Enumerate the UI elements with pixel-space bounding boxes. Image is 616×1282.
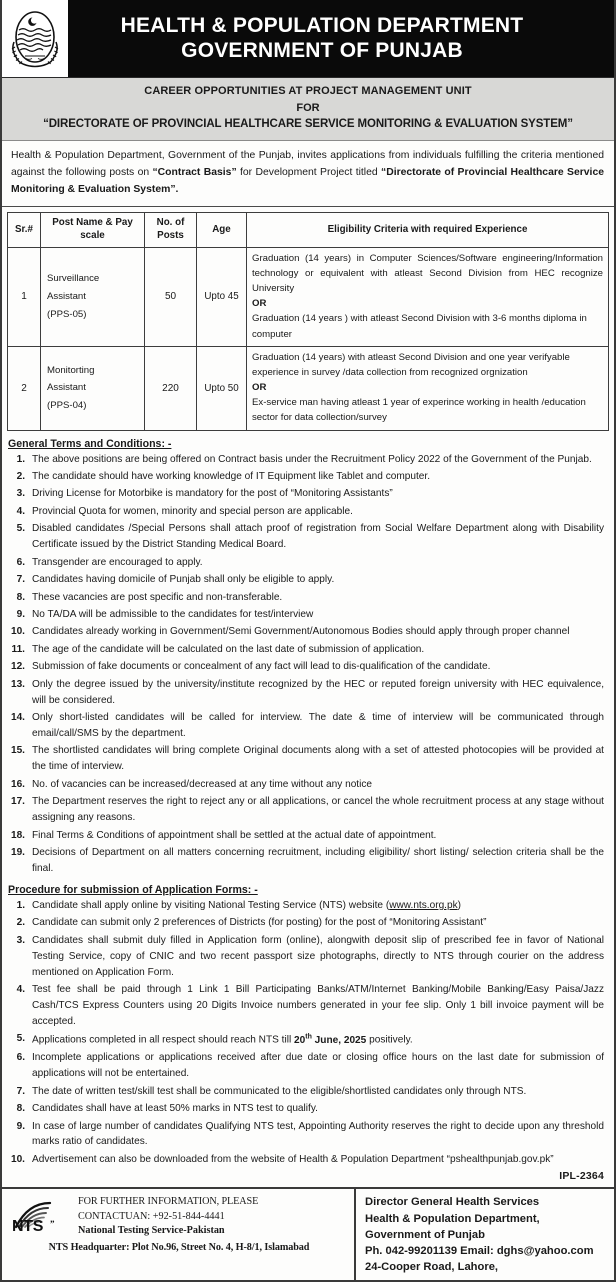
procedure-step-number: 4. xyxy=(16,984,25,996)
procedure-list xyxy=(2,898,606,1168)
list-item xyxy=(2,1050,606,1082)
list-item xyxy=(2,743,606,775)
nts-contact-line-1: FOR FURTHER INFORMATION, PLEASE xyxy=(78,1196,259,1208)
general-term-number: 12. xyxy=(10,661,25,673)
general-terms-heading: General Terms and Conditions: - xyxy=(8,437,172,450)
general-term-text: No TA/DA will be admissible to the candidates for test/interview xyxy=(32,608,314,620)
procedure-step-number: 1. xyxy=(16,899,25,911)
subtitle-block xyxy=(2,78,614,141)
row-1-elig-a: Graduation (14 years) in Computer Sciences/Software engineering/Information technology or equivalent with atleast Second Division from HEC recognize University xyxy=(252,252,603,295)
row-1-eligibility xyxy=(247,247,609,346)
list-item xyxy=(2,1031,606,1048)
general-term-number: 15. xyxy=(10,745,25,757)
list-item xyxy=(2,469,606,485)
general-term-number: 10. xyxy=(10,626,25,638)
row-2-age: Upto 50 xyxy=(197,346,247,430)
general-term-number: 13. xyxy=(10,678,25,690)
row-2-post xyxy=(41,346,145,430)
punjab-government-emblem xyxy=(2,0,70,77)
department-title: HEALTH & POPULATION DEPARTMENT xyxy=(120,13,524,37)
list-item xyxy=(2,828,606,844)
header-sr: Sr.# xyxy=(8,213,41,247)
procedure-step-number: 2. xyxy=(16,917,25,929)
general-term-text: The candidate should have working knowledge of IT Equipment like Tablet and computer. xyxy=(32,470,431,482)
nts-website-link[interactable]: www.nts.org.pk xyxy=(389,899,458,911)
procedure-step-text: Incomplete applications or applications received after due date or closing office hours on the last date for submission of applications will not be entertained. xyxy=(32,1052,604,1080)
list-item xyxy=(2,504,606,520)
general-term-number: 17. xyxy=(10,796,25,808)
nts-wordmark: NTS xyxy=(12,1218,44,1236)
deadline-date: 20th June, 2025 xyxy=(294,1033,367,1046)
deadline-ordinal-suffix: th xyxy=(305,1033,312,1041)
list-item xyxy=(2,590,606,606)
nts-headquarter-address: NTS Headquarter: Plot No.96, Street No. 4, H-8/1, Islamabad xyxy=(48,1241,310,1253)
general-term-number: 11. xyxy=(11,643,25,655)
list-item xyxy=(2,1119,606,1151)
list-item xyxy=(2,898,606,914)
procedure-step-text: Candidate can submit only 2 preferences of Districts (for posting) for the post of “Monitoring Assistant” xyxy=(32,917,487,929)
intro-bold-contract-basis: “Contract Basis” xyxy=(152,166,237,178)
general-term-number: 3. xyxy=(16,488,25,500)
list-item xyxy=(2,607,606,623)
list-item xyxy=(2,572,606,588)
general-term-text: The age of the candidate will be calculated on the last date of submission of application. xyxy=(32,643,425,655)
general-term-number: 14. xyxy=(10,712,25,724)
general-term-text: Candidates having domicile of Punjab shall only be eligible to apply. xyxy=(32,574,335,586)
row-1-age: Upto 45 xyxy=(197,247,247,346)
footer-nts-block xyxy=(2,1189,356,1279)
general-term-text: Candidates already working in Government/Semi Government/Autonomous Bodies should apply through proper channel xyxy=(32,626,570,638)
general-term-text: The above positions are being offered on Contract basis under the Recruitment Policy 2022 of the Government of the Punjab. xyxy=(32,453,592,465)
general-term-number: 19. xyxy=(10,847,25,859)
row-1-post-line-3: (PPS-05) xyxy=(47,308,87,320)
subtitle-line-1: CAREER OPPORTUNITIES AT PROJECT MANAGEMENT UNIT xyxy=(144,85,472,97)
general-term-text: Driving License for Motorbike is mandatory for the post of “Monitoring Assistants” xyxy=(32,488,393,500)
list-item xyxy=(2,642,606,658)
banner-title-group xyxy=(70,0,614,77)
list-item xyxy=(2,659,606,675)
procedure-step-text: Advertisement can also be downloaded from the website of Health & Population Department “pshealthpunjab.gov.pk” xyxy=(32,1153,554,1165)
intro-text-2: for Development Project titled xyxy=(236,166,381,178)
list-item xyxy=(2,777,606,793)
footer-authority-block xyxy=(356,1189,614,1279)
general-term-text: Disabled candidates /Special Persons shall attach proof of registration from Social Welfare Department along with Disability Certificate issued by the District Standing Medical Board. xyxy=(32,523,604,551)
header-age: Age xyxy=(197,213,247,247)
procedure-step-text: In case of large number of candidates Qualifying NTS test, Appointing Authority reserves the right to decide upon any threshold marks ratio of candidates. xyxy=(32,1120,604,1148)
general-term-text: The shortlisted candidates will bring complete Original documents along with a set of attested photocopies will be provided at the time of interview. xyxy=(32,745,604,773)
list-item xyxy=(2,933,606,981)
list-item xyxy=(2,982,606,1030)
procedure-step-text: Applications completed in all respect should reach NTS till 20th June, 2025 positively. xyxy=(32,1033,413,1046)
general-term-number: 1. xyxy=(16,453,25,465)
reference-code: IPL-2364 xyxy=(559,1170,604,1183)
list-item xyxy=(2,452,606,468)
intro-bold-project-title: “Directorate of Provincial Healthcare Service Monitoring & Evaluation System”. xyxy=(11,166,604,195)
procedure-step-number: 10. xyxy=(10,1153,25,1165)
row-2-posts: 220 xyxy=(145,346,197,430)
row-1-elig-or: OR xyxy=(252,298,267,310)
general-term-number: 9. xyxy=(16,608,25,620)
general-term-number: 16. xyxy=(10,778,25,790)
list-item xyxy=(2,555,606,571)
subtitle-line-2: FOR xyxy=(296,101,320,114)
authority-line-1: Director General Health Services xyxy=(365,1196,540,1209)
procedure-step-text: Candidates shall have at least 50% marks in NTS test to qualify. xyxy=(32,1103,318,1115)
row-2-elig-or: OR xyxy=(252,382,267,394)
procedure-step-number: 8. xyxy=(16,1103,25,1115)
procedure-step-text: Candidates shall submit duly filled in Application form (online), alongwith deposit slip of prescribed fee in favor of National Testing Service, copy of CNIC and two recent passport size photographs, directly to NTS through courier on the address mentioned on Application Form. xyxy=(32,934,604,978)
jobs-table-wrapper xyxy=(2,207,614,430)
general-term-text: Only the degree issued by the university/institute recognized by the HEC or reputed foreign university with HEC equivalence, will be considered. xyxy=(32,678,604,706)
row-1-elig-b: Graduation (14 years ) with atleast Second Division with 3-6 months diploma in computer xyxy=(252,313,587,340)
list-item xyxy=(2,677,606,709)
general-term-text: Provincial Quota for women, minority and special person are applicable. xyxy=(32,505,353,517)
general-term-number: 4. xyxy=(16,505,25,517)
header-eligibility: Eligibility Criteria with required Experience xyxy=(247,213,609,247)
procedure-step-text: The date of written test/skill test shall be communicated to the eligible/shortlisted candidates only through NTS. xyxy=(32,1085,527,1097)
row-2-post-line-2: Assistant xyxy=(47,382,86,394)
list-item xyxy=(2,521,606,553)
list-item xyxy=(2,1101,606,1117)
table-row xyxy=(8,247,609,346)
list-item xyxy=(2,794,606,826)
row-2-post-line-3: (PPS-04) xyxy=(47,400,87,411)
row-1-post-line-2: Assistant xyxy=(47,290,86,302)
row-2-elig-b: Ex-service man having atleast 1 year of experince working in health /education sector for data collection/survey xyxy=(252,397,586,424)
header-no-of-posts: No. of Posts xyxy=(145,213,197,247)
general-term-text: Submission of fake documents or concealment of any fact will lead to dis-qualification of the candidate. xyxy=(32,661,491,673)
procedure-step-number: 5. xyxy=(16,1033,25,1045)
general-term-text: These vacancies are post specific and non-transferable. xyxy=(32,591,283,603)
general-term-number: 5. xyxy=(16,523,25,535)
row-1-sr: 1 xyxy=(8,247,41,346)
intro-text-1: Health & Population Department, Government of the Punjab, invites applications from individuals fulfilling the criteria mentioned against the following posts on xyxy=(11,149,604,178)
list-item xyxy=(2,486,606,502)
procedure-step-text: Test fee shall be paid through 1 Link 1 Bill Participating Banks/ATM/Internet Banking/Mobile Banking/Easy Paisa/Jazz Cash/TCS Express Counters using 20 Digits Invoice numbers generated in your fee slip. Only 1 bill invoice payment will be accepted. xyxy=(32,984,604,1028)
table-header-row xyxy=(8,213,609,247)
nts-contact-line-2: CONTACTUAN: +92-51-844-4441 xyxy=(78,1210,225,1222)
general-terms-list xyxy=(2,452,606,877)
row-1-post xyxy=(41,247,145,346)
row-1-post-line-1: Surveillance xyxy=(47,273,100,285)
authority-line-3: Government of Punjab xyxy=(365,1228,485,1241)
row-2-eligibility xyxy=(247,346,609,430)
table-row xyxy=(8,346,609,430)
list-item xyxy=(2,1152,606,1168)
general-term-text: No. of vacancies can be increased/decreased at any time without any notice xyxy=(32,778,373,790)
subtitle-line-3: “DIRECTORATE OF PROVINCIAL HEALTHCARE SERVICE MONITORING & EVALUATION SYSTEM” xyxy=(43,118,573,130)
general-term-number: 2. xyxy=(16,470,25,482)
list-item xyxy=(2,710,606,742)
authority-line-4: Ph. 042-99201139 Email: dghs@yahoo.com xyxy=(365,1245,594,1258)
row-1-posts: 50 xyxy=(145,247,197,346)
authority-line-2: Health & Population Department, xyxy=(365,1212,540,1225)
procedure-step-text: Candidate shall apply online by visiting National Testing Service (NTS) website (www.nts.org.pk) xyxy=(32,899,462,911)
nts-contact-line-3: National Testing Service-Pakistan xyxy=(78,1225,225,1237)
general-term-number: 18. xyxy=(10,829,25,841)
row-2-elig-a: Graduation (14 years) with atleast Second Division and one year verifyable experience in survey /data collection from recognized orgnization xyxy=(252,351,570,378)
procedure-step-number: 9. xyxy=(16,1120,25,1132)
list-item xyxy=(2,624,606,640)
general-term-text: Transgender are encouraged to apply. xyxy=(32,556,203,568)
procedure-heading: Procedure for submission of Application Forms: - xyxy=(8,883,258,896)
list-item xyxy=(2,1084,606,1100)
row-2-post-line-1: Monitorting xyxy=(47,364,95,376)
general-term-number: 8. xyxy=(16,591,25,603)
nts-contact-row xyxy=(8,1195,350,1238)
nts-trademark-mark: ” xyxy=(50,1219,55,1230)
header-post-name: Post Name & Pay scale xyxy=(41,213,145,247)
authority-line-5: 24-Cooper Road, Lahore, xyxy=(365,1261,499,1274)
row-2-sr: 2 xyxy=(8,346,41,430)
page-footer xyxy=(2,1187,614,1279)
general-term-text: The Department reserves the right to reject any or all applications, or cancel the whole recruitment process at any stage without assigning any reasons. xyxy=(32,796,604,824)
government-title: GOVERNMENT OF PUNJAB xyxy=(181,38,463,62)
general-term-number: 6. xyxy=(16,556,25,568)
list-item xyxy=(2,915,606,931)
page-header-banner xyxy=(2,0,614,78)
nts-contact-lines xyxy=(78,1195,350,1238)
procedure-step-number: 3. xyxy=(16,934,25,946)
intro-paragraph xyxy=(2,141,614,208)
procedure-step-number: 7. xyxy=(16,1085,25,1097)
procedure-step-number: 6. xyxy=(16,1052,25,1064)
general-term-text: Decisions of Department on all matters concerning recruitment, including eligibility/ short listing/ selection criteria shall be the final. xyxy=(32,847,604,875)
general-term-text: Final Terms & Conditions of appointment shall be settled at the actual date of appointment. xyxy=(32,829,437,841)
nts-logo xyxy=(8,1199,70,1235)
general-term-text: Only short-listed candidates will be called for interview. The date & time of interview will be communicated through email/call/SMS by the department. xyxy=(32,712,604,740)
list-item xyxy=(2,845,606,877)
jobs-table xyxy=(7,212,609,430)
general-term-number: 7. xyxy=(16,574,25,586)
